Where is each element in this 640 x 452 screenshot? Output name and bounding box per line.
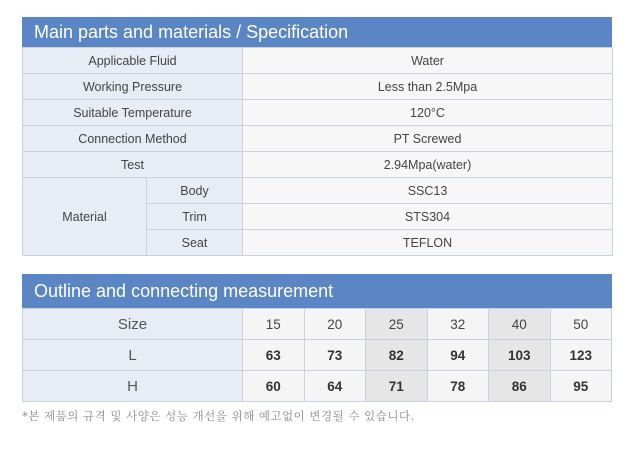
specification-table — [22, 47, 613, 256]
measure-cell: 123 — [550, 340, 612, 371]
footnote: *본 제품의 규격 및 사양은 성능 개선을 위해 예고없이 변경될 수 있습니다. — [22, 409, 415, 423]
size-cell: 32 — [427, 309, 489, 340]
spec-value: PT Screwed — [243, 126, 613, 152]
specification-section — [22, 17, 612, 256]
material-part-value: TEFLON — [243, 230, 613, 256]
measure-cell: 78 — [427, 371, 489, 402]
spec-label: Applicable Fluid — [23, 48, 243, 74]
measure-cell: 94 — [427, 340, 489, 371]
material-part-name: Body — [147, 178, 243, 204]
spec-value: Water — [243, 48, 613, 74]
measure-cell: 95 — [550, 371, 612, 402]
spec-label: Test — [23, 152, 243, 178]
measure-cell: 86 — [489, 371, 551, 402]
material-part-value: SSC13 — [243, 178, 613, 204]
measure-cell: 82 — [366, 340, 428, 371]
outline-section — [22, 274, 612, 402]
size-cell: 25 — [366, 309, 428, 340]
material-row — [23, 178, 613, 204]
measure-cell: 71 — [366, 371, 428, 402]
size-cell: 20 — [304, 309, 366, 340]
spec-row — [23, 126, 613, 152]
material-part-name: Seat — [147, 230, 243, 256]
spec-value: 2.94Mpa(water) — [243, 152, 613, 178]
spec-row — [23, 74, 613, 100]
material-part-name: Trim — [147, 204, 243, 230]
spec-row — [23, 100, 613, 126]
size-cell: 15 — [243, 309, 305, 340]
size-cell: 40 — [489, 309, 551, 340]
measure-cell: 103 — [489, 340, 551, 371]
measure-cell: 64 — [304, 371, 366, 402]
spec-row — [23, 152, 613, 178]
row-label: Size — [23, 309, 243, 340]
measure-cell: 73 — [304, 340, 366, 371]
spec-value: Less than 2.5Mpa — [243, 74, 613, 100]
size-cell: 50 — [550, 309, 612, 340]
spec-label: Working Pressure — [23, 74, 243, 100]
row-label: H — [23, 371, 243, 402]
outline-row-size — [23, 309, 612, 340]
spec-label: Suitable Temperature — [23, 100, 243, 126]
outline-row-h — [23, 371, 612, 402]
specification-header: Main parts and materials / Specification — [22, 17, 612, 47]
measure-cell: 60 — [243, 371, 305, 402]
outline-header: Outline and connecting measurement — [22, 274, 612, 308]
outline-row-l — [23, 340, 612, 371]
spec-label: Connection Method — [23, 126, 243, 152]
measure-cell: 63 — [243, 340, 305, 371]
material-part-value: STS304 — [243, 204, 613, 230]
spec-row — [23, 48, 613, 74]
spec-value: 120°C — [243, 100, 613, 126]
material-label: Material — [23, 178, 147, 256]
outline-table — [22, 308, 612, 402]
row-label: L — [23, 340, 243, 371]
